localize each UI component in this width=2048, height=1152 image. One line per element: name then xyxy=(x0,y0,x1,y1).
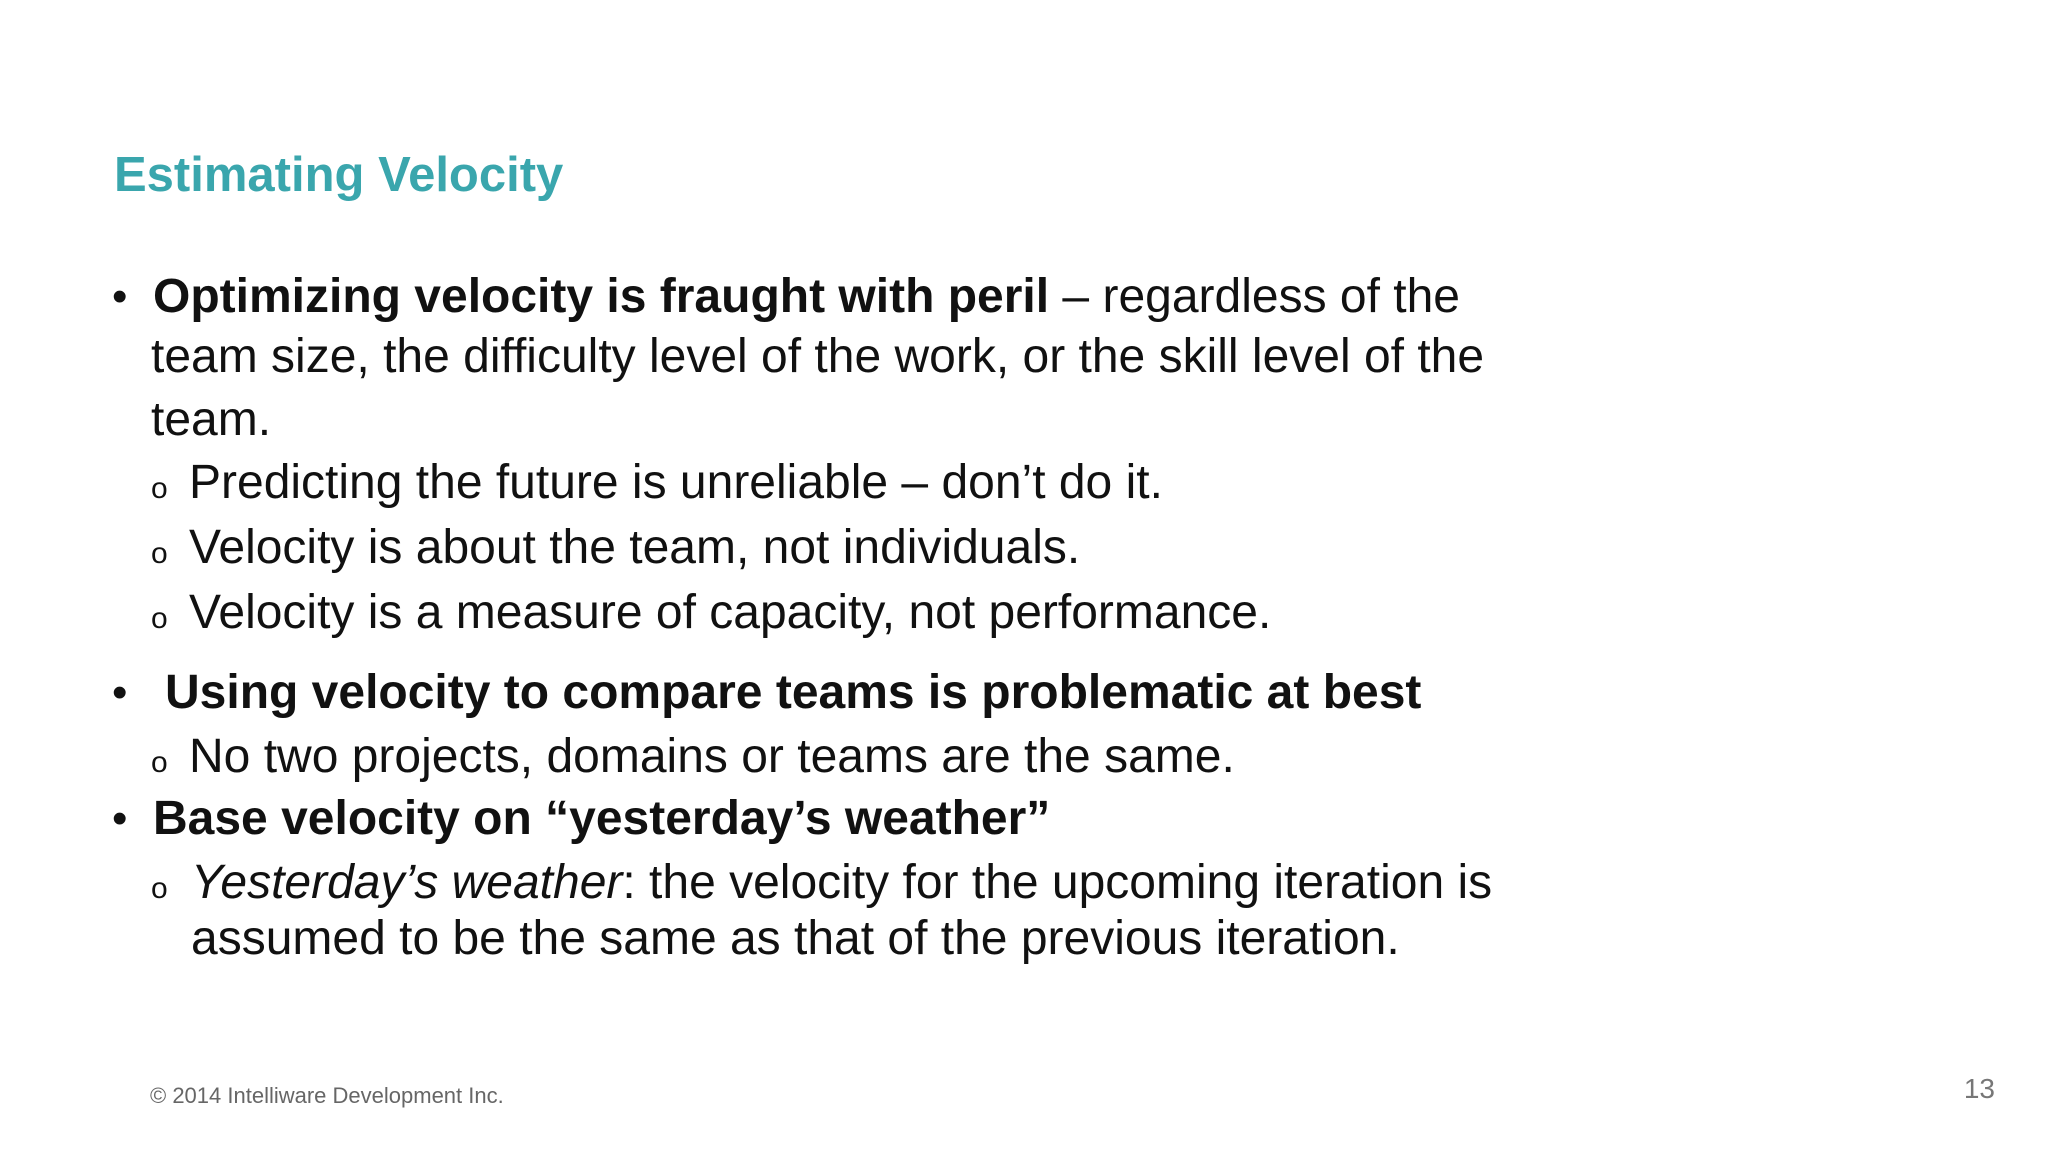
page-number: 13 xyxy=(1963,1073,1995,1104)
bullet-1-line-2: team size, the difficulty level of the work, or the skill level of the xyxy=(151,330,1485,383)
bullet-1-line-1 xyxy=(153,268,1460,326)
copyright-footer: © 2014 Intelliware Development Inc. xyxy=(150,1083,504,1108)
sub-bullet-3-italic-text: Yesterday’s weather xyxy=(191,856,623,909)
bullet-1-line-3: team. xyxy=(151,393,272,446)
bullet-marker: • xyxy=(112,794,128,843)
sub-bullet-1-2: Velocity is about the team, not individuals. xyxy=(189,521,1081,574)
bullet-2-text: Using velocity to compare teams is problematic at best xyxy=(165,666,1422,719)
bullet-3-text: Base velocity on “yesterday’s weather” xyxy=(153,792,1051,845)
bullet-1-rest-text: – regardless of the xyxy=(1049,270,1460,323)
sub-bullet-marker: o xyxy=(151,746,168,779)
sub-bullet-1-3: Velocity is a measure of capacity, not performance. xyxy=(189,586,1272,639)
bullet-1-bold-text: Optimizing velocity is fraught with peril xyxy=(153,270,1050,323)
sub-bullet-marker: o xyxy=(151,872,168,905)
sub-bullet-marker: o xyxy=(151,472,168,505)
sub-bullet-marker: o xyxy=(151,537,168,570)
sub-bullet-3-1-line-2: assumed to be the same as that of the previous iteration. xyxy=(191,912,1400,965)
sub-bullet-3-rest-text: : the velocity for the upcoming iteration is xyxy=(622,856,1493,909)
sub-bullet-2-1: No two projects, domains or teams are the same. xyxy=(189,730,1235,783)
slide-title: Estimating Velocity xyxy=(114,148,564,202)
bullet-marker: • xyxy=(112,668,128,717)
sub-bullet-marker: o xyxy=(151,602,168,635)
sub-bullet-3-1-line-1 xyxy=(191,854,1492,912)
bullet-marker: • xyxy=(112,272,128,321)
sub-bullet-1-1: Predicting the future is unreliable – don’t do it. xyxy=(189,456,1163,509)
